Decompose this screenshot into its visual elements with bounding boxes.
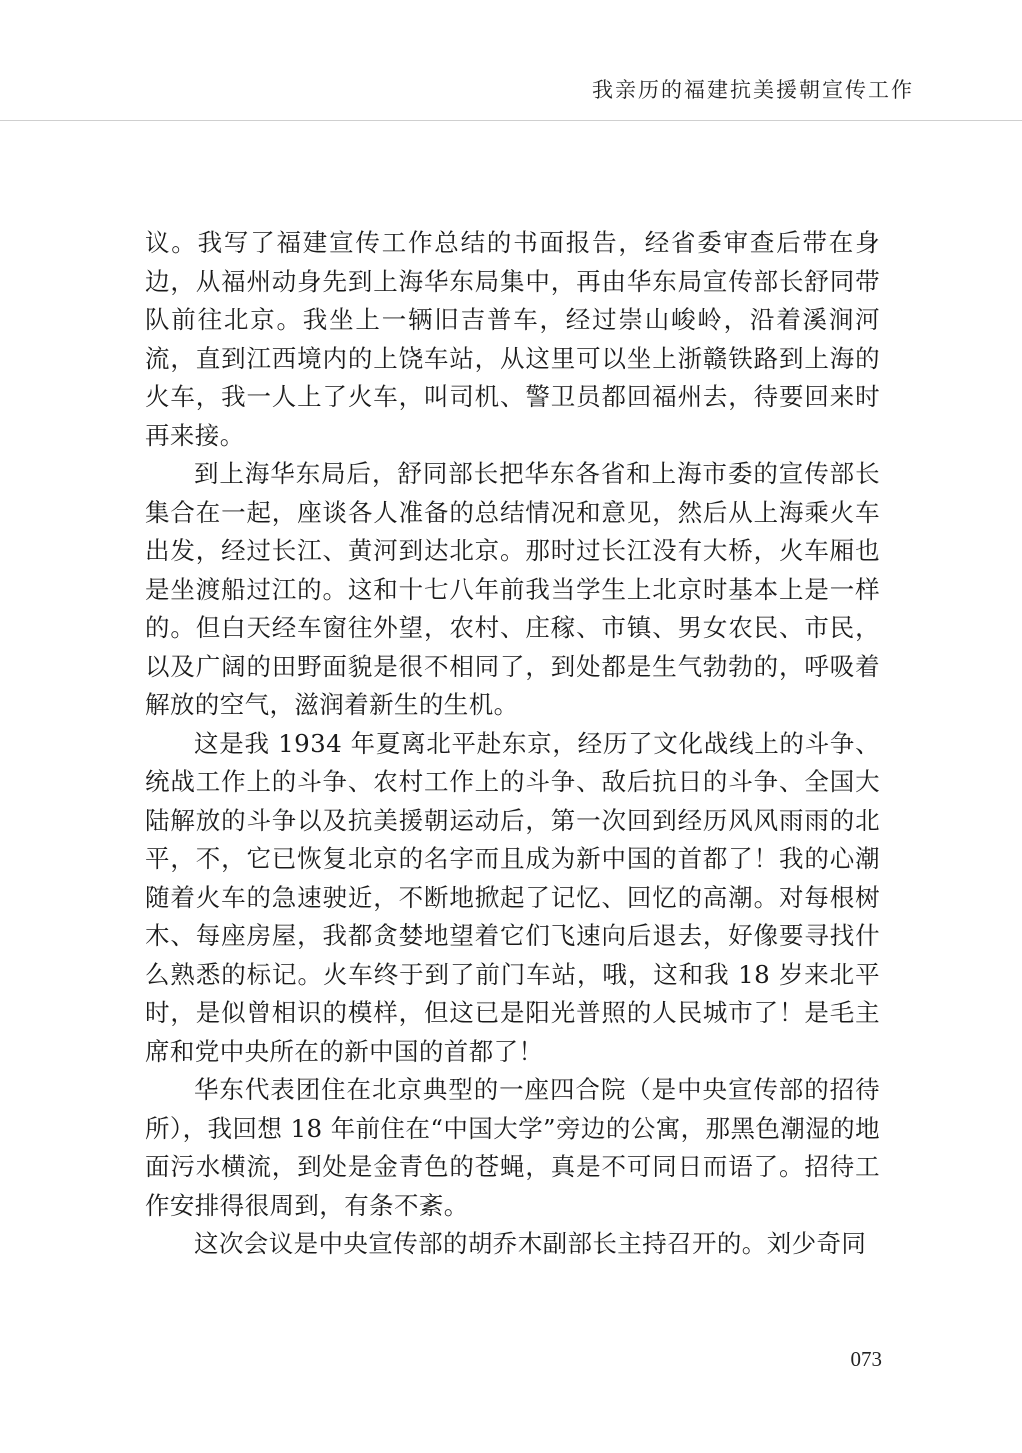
paragraph: 这是我 1934 年夏离北平赴东京，经历了文化战线上的斗争、统战工作上的斗争、农村工作上的斗争、敌后抗日的斗争、全国大陆解放的斗争以及抗美援朝运动后，第一次回到经历风风雨雨的北平，不，它已恢复北京的名字而且成为新中国的首都了！我的心潮随着火车的急速驶近，不断地掀起了记忆、回忆的高潮。对每根树木、每座房屋，我都贪婪地望着它们飞速向后退去，好像要寻找什么熟悉的标记。火车终于到了前门车站，哦，这和我 18 岁来北平时，是似曾相识的模样，但这已是阳光普照的人民城市了！是毛主席和党中央所在的新中国的首都了！ [145,728,880,1066]
header-divider [0,120,1022,121]
paragraph: 华东代表团住在北京典型的一座四合院（是中央宣传部的招待所），我回想 18 年前住在“中国大学”旁边的公寓，那黑色潮湿的地面污水横流，到处是金青色的苍蝇，真是不可同日而语了。招待工作安排得很周到，有条不紊。 [145,1075,880,1220]
paragraph-continuation: 议。我写了福建宣传工作总结的书面报告，经省委审查后带在身边，从福州动身先到上海华东局集中，再由华东局宣传部长舒同带队前往北京。我坐上一辆旧吉普车，经过崇山峻岭，沿着溪涧河流，直到江西境内的上饶车站，从这里可以坐上浙赣铁路到上海的火车，我一人上了火车，叫司机、警卫员都回福州去，待要回来时再来接。 [145,228,880,450]
page-number: 073 [850,1347,882,1371]
paragraph: 到上海华东局后，舒同部长把华东各省和上海市委的宣传部长集合在一起，座谈各人准备的总结情况和意见，然后从上海乘火车出发，经过长江、黄河到达北京。那时过长江没有大桥，火车厢也是坐渡船过江的。这和十七八年前我当学生上北京时基本上是一样的。但白天经车窗往外望，农村、庄稼、市镇、男女农民、市民，以及广阔的田野面貌是很不相同了，到处都是生气勃勃的，呼吸着解放的空气，滋润着新生的生机。 [145,459,880,719]
paragraph: 这次会议是中央宣传部的胡乔木副部长主持召开的。刘少奇同 [194,1229,867,1258]
running-header-title: 我亲历的福建抗美援朝宣传工作 [592,78,914,102]
body-text [145,224,880,1264]
